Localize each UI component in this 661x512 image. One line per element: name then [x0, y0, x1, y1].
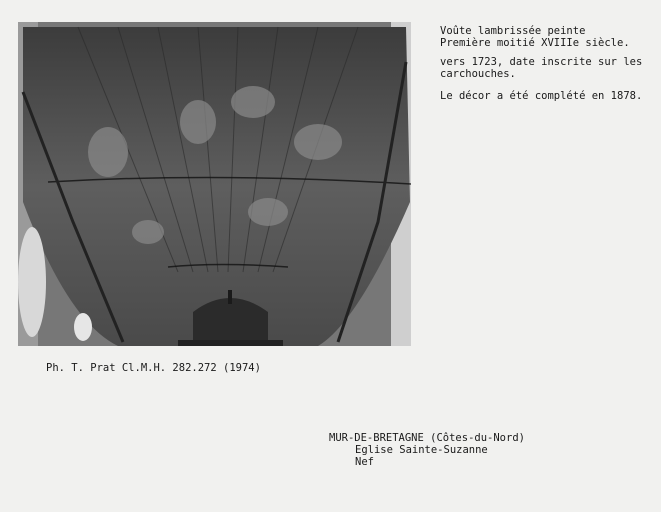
caption-inscription-line: vers 1723, date inscrite sur les: [440, 56, 643, 68]
painted-vault-image: [18, 22, 411, 346]
caption-inscription-cont: carchouches.: [440, 68, 516, 80]
caption-title: Voûte lambrissée peinte: [440, 25, 586, 37]
location-building: Eglise Sainte-Suzanne: [355, 444, 488, 456]
vault-photograph: [18, 22, 411, 346]
location-block: [329, 432, 525, 468]
photo-credit: Ph. T. Prat Cl.M.H. 282.272 (1974): [46, 362, 261, 374]
photo-caption: [440, 25, 642, 102]
caption-restoration: Le décor a été complété en 1878.: [440, 90, 643, 102]
location-place: MUR-DE-BRETAGNE (Côtes-du-Nord): [329, 432, 525, 444]
location-part: Nef: [355, 456, 374, 468]
caption-date: Première moitié XVIIIe siècle.: [440, 37, 630, 49]
